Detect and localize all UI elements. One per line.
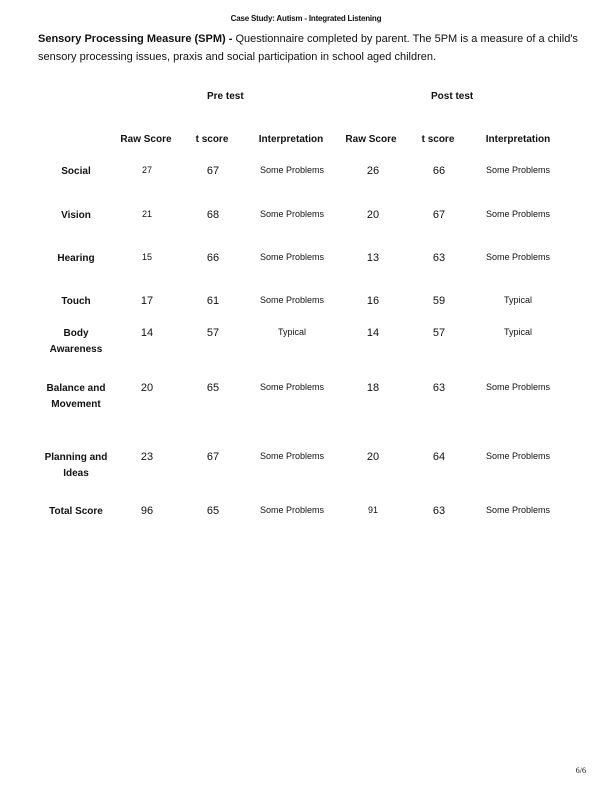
pre-t-score-cell: 61 xyxy=(206,295,220,307)
column-header-post-raw-score: Raw Score xyxy=(345,134,397,145)
page-header: Case Study: Autism - Integrated Listening xyxy=(230,14,382,23)
post-raw-score-cell: 16 xyxy=(366,295,380,307)
pre-interpretation-cell: Typical xyxy=(277,327,306,337)
row-label: Vision xyxy=(61,210,91,221)
pre-t-score-cell: 65 xyxy=(206,382,220,394)
pre-interpretation-cell: Some Problems xyxy=(259,165,325,175)
post-t-score-cell: 64 xyxy=(432,451,446,463)
post-raw-score-cell: 91 xyxy=(367,505,378,515)
group-heading-post-test: Post test xyxy=(431,91,474,102)
pre-t-score-cell: 67 xyxy=(206,165,220,177)
pre-t-score-cell: 57 xyxy=(206,327,220,339)
post-interpretation-cell: Some Problems xyxy=(485,451,551,461)
intro-text: Questionnaire completed by parent. The 5PM is a measure of a child's sensory processing issues, praxis and social participation in school aged children. xyxy=(38,33,578,63)
post-t-score-cell: 67 xyxy=(432,209,446,221)
row-label: Balance and Movement xyxy=(46,383,106,410)
pre-interpretation-cell: Some Problems xyxy=(259,295,325,305)
post-raw-score-cell: 18 xyxy=(366,382,380,394)
post-raw-score-cell: 13 xyxy=(366,252,380,264)
post-t-score-cell: 66 xyxy=(432,165,446,177)
pre-t-score-cell: 67 xyxy=(206,451,220,463)
pre-interpretation-cell: Some Problems xyxy=(259,209,325,219)
pre-interpretation-cell: Some Problems xyxy=(259,451,325,461)
row-label: Planning and Ideas xyxy=(44,452,108,479)
pre-raw-score-cell: 96 xyxy=(140,505,154,517)
post-t-score-cell: 63 xyxy=(432,252,446,264)
pre-interpretation-cell: Some Problems xyxy=(259,252,325,262)
page-number: 6/6 xyxy=(575,766,586,775)
row-label: Hearing xyxy=(57,253,95,264)
column-header-post-t-score: t score xyxy=(421,134,455,145)
post-interpretation-cell: Some Problems xyxy=(485,252,551,262)
pre-raw-score-cell: 21 xyxy=(141,209,152,219)
post-raw-score-cell: 26 xyxy=(366,165,380,177)
post-interpretation-cell: Some Problems xyxy=(485,382,551,392)
pre-raw-score-cell: 20 xyxy=(140,382,154,394)
intro-title: Sensory Processing Measure (SPM) - xyxy=(38,33,233,45)
row-label: Touch xyxy=(61,296,91,307)
pre-t-score-cell: 68 xyxy=(206,209,220,221)
group-heading-pre-test: Pre test xyxy=(207,91,244,102)
pre-t-score-cell: 65 xyxy=(206,505,220,517)
post-t-score-cell: 59 xyxy=(432,295,446,307)
pre-t-score-cell: 66 xyxy=(206,252,220,264)
column-header-pre-t-score: t score xyxy=(195,134,229,145)
post-raw-score-cell: 14 xyxy=(366,327,380,339)
post-interpretation-cell: Typical xyxy=(503,295,532,305)
pre-interpretation-cell: Some Problems xyxy=(259,505,325,515)
post-t-score-cell: 57 xyxy=(432,327,446,339)
column-header-pre-interpretation: Interpretation xyxy=(258,134,324,145)
pre-raw-score-cell: 17 xyxy=(140,295,154,307)
post-raw-score-cell: 20 xyxy=(366,209,380,221)
post-interpretation-cell: Some Problems xyxy=(485,209,551,219)
post-t-score-cell: 63 xyxy=(432,382,446,394)
column-header-post-interpretation: Interpretation xyxy=(485,134,551,145)
post-interpretation-cell: Some Problems xyxy=(485,505,551,515)
pre-raw-score-cell: 27 xyxy=(141,165,152,175)
pre-raw-score-cell: 15 xyxy=(141,252,152,262)
row-label: Total Score xyxy=(49,506,103,517)
column-header-pre-raw-score: Raw Score xyxy=(120,134,172,145)
intro-paragraph xyxy=(38,30,578,66)
post-interpretation-cell: Some Problems xyxy=(485,165,551,175)
post-raw-score-cell: 20 xyxy=(366,451,380,463)
post-interpretation-cell: Typical xyxy=(503,327,532,337)
row-label: Social xyxy=(61,166,91,177)
row-label: Body Awareness xyxy=(49,328,103,355)
pre-raw-score-cell: 14 xyxy=(140,327,154,339)
pre-raw-score-cell: 23 xyxy=(140,451,154,463)
post-t-score-cell: 63 xyxy=(432,505,446,517)
pre-interpretation-cell: Some Problems xyxy=(259,382,325,392)
